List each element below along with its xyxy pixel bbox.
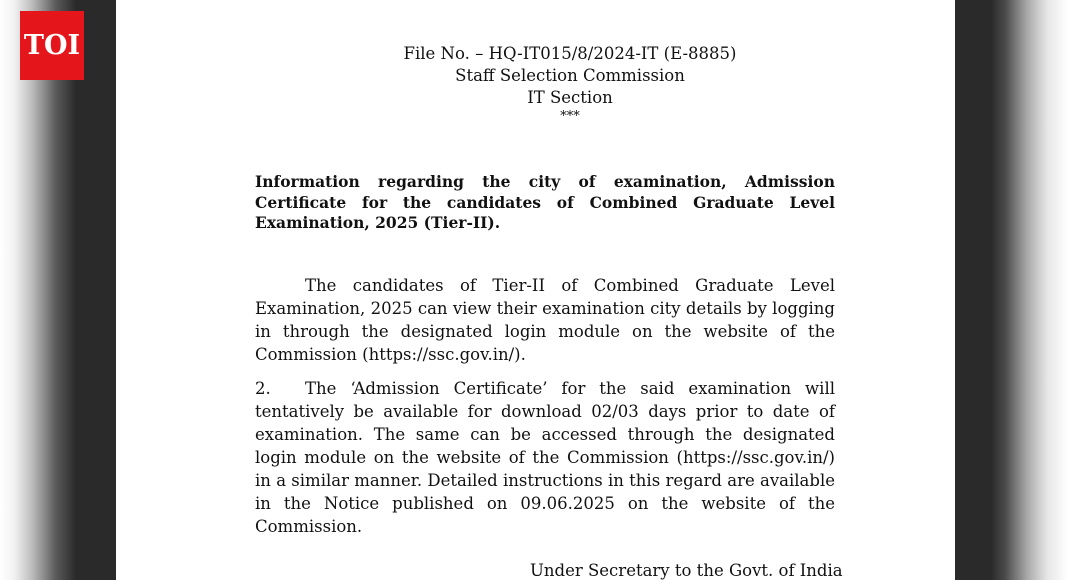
paragraph-2 xyxy=(255,377,835,538)
file-number: File No. – HQ-IT015/8/2024-IT (E-8885) xyxy=(403,44,737,63)
paragraph-2-text: The ‘Admission Certificate’ for the said examination will tentatively be available for download 02/03 days prior to date of examination. The same can be accessed through the designated login module on the website of the Commission (https://ssc.gov.in/) in a similar manner. Detailed instructions in this regard are available in the Notice published on 09.06.2025 on the website of the Commission. xyxy=(255,379,835,536)
paragraph-1: The candidates of Tier-II of Combined Graduate Level Examination, 2025 can view their examination city details by logging in through the designated login module on the website of the Commission (https://ssc.gov.in/). xyxy=(255,276,835,364)
right-gutter xyxy=(955,0,1068,580)
section-name: IT Section xyxy=(527,88,613,107)
paragraph-2-number: 2. xyxy=(255,379,271,398)
logo-text: TOI xyxy=(23,30,81,61)
notice-subject: Information regarding the city of examination, Admission Certificate for the candidates of Combined Graduate Level Examination, 2025 (Tier-II). xyxy=(255,172,835,232)
signature-line: Under Secretary to the Govt. of India xyxy=(530,561,843,580)
header-separator: *** xyxy=(560,109,580,124)
left-gutter xyxy=(0,0,116,580)
organization-name: Staff Selection Commission xyxy=(455,66,685,85)
